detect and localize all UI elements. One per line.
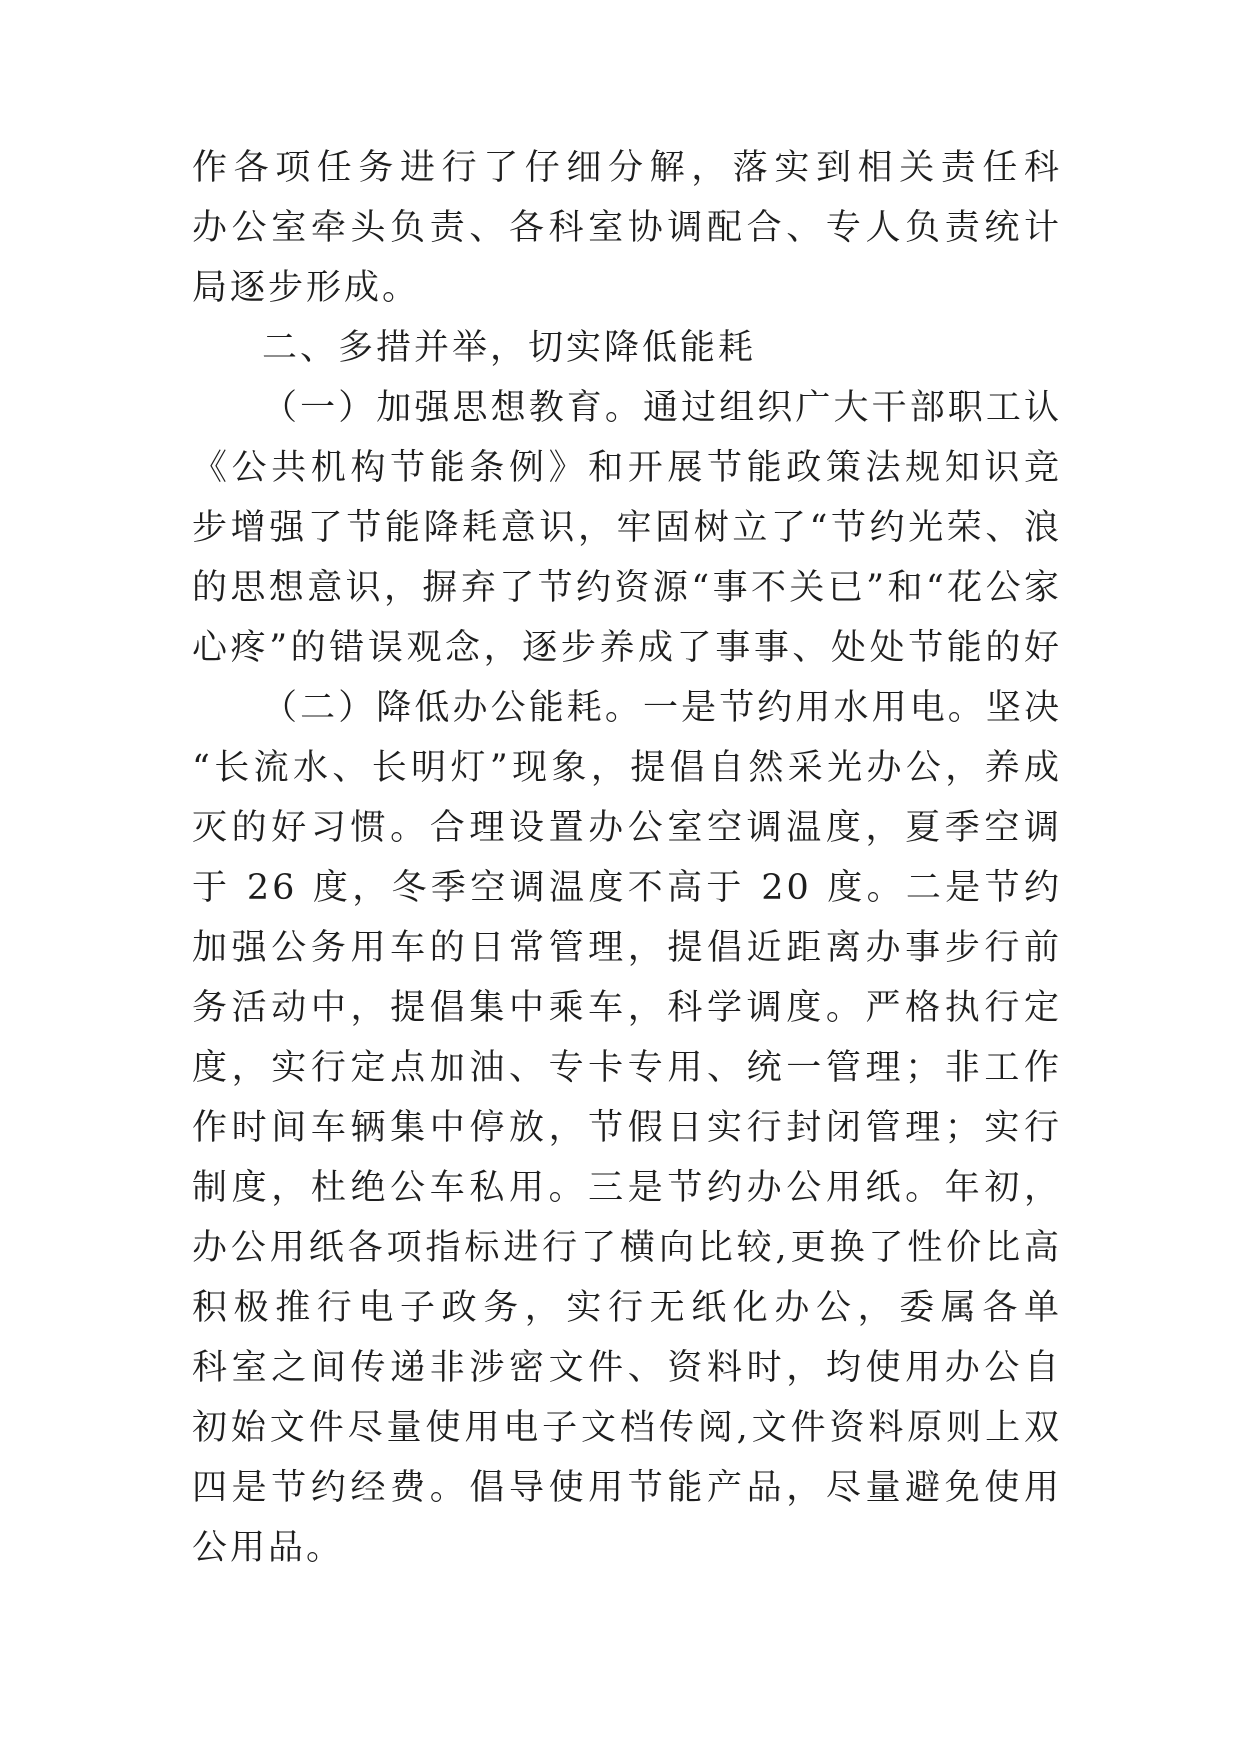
text-line: 灭的好习惯。合理设置办公室空调温度，夏季空调 <box>192 808 1062 848</box>
text-line: 办公室牵头负责、各科室协调配合、专人负责统计 <box>192 208 1062 248</box>
text-line: 积极推行电子政务，实行无纸化办公，委属各单 <box>192 1288 1062 1328</box>
text-line: 作时间车辆集中停放，节假日实行封闭管理；实行 <box>192 1108 1062 1148</box>
text-line: “长流水、长明灯”现象，提倡自然采光办公，养成 <box>192 748 1062 788</box>
document-body <box>192 138 1062 1578</box>
text-line: 心疼”的错误观念，逐步养成了事事、处处节能的好 <box>192 628 1062 668</box>
text-line: 科室之间传递非涉密文件、资料时，均使用办公自 <box>192 1348 1062 1388</box>
text-line: 办公用纸各项指标进行了横向比较,更换了性价比高 <box>192 1228 1062 1268</box>
section-heading: 二、多措并举，切实降低能耗 <box>262 328 757 368</box>
text-line: 《公共机构节能条例》和开展节能政策法规知识竞 <box>192 448 1062 488</box>
text-line: 公用品。 <box>192 1528 345 1568</box>
paragraph-start-line: （二）降低办公能耗。一是节约用水用电。坚决 <box>262 688 1062 728</box>
text-line: 的思想意识，摒弃了节约资源“事不关已”和“花公家 <box>192 568 1062 608</box>
text-line: 初始文件尽量使用电子文档传阅,文件资料原则上双 <box>192 1408 1062 1448</box>
text-line: 局逐步形成。 <box>192 268 421 308</box>
text-line: 作各项任务进行了仔细分解，落实到相关责任科 <box>192 148 1062 188</box>
text-line: 务活动中，提倡集中乘车，科学调度。严格执行定 <box>192 988 1062 1028</box>
text-line: 制度，杜绝公车私用。三是节约办公用纸。年初， <box>192 1168 1062 1208</box>
text-line: 四是节约经费。倡导使用节能产品，尽量避免使用 <box>192 1468 1062 1508</box>
text-line: 步增强了节能降耗意识，牢固树立了“节约光荣、浪 <box>192 508 1062 548</box>
text-line: 度，实行定点加油、专卡专用、统一管理；非工作 <box>192 1048 1062 1088</box>
text-line: 加强公务用车的日常管理，提倡近距离办事步行前 <box>192 928 1062 968</box>
text-line: 于 26 度，冬季空调温度不高于 20 度。二是节约 <box>192 868 1062 908</box>
paragraph-start-line: （一）加强思想教育。通过组织广大干部职工认 <box>262 388 1062 428</box>
